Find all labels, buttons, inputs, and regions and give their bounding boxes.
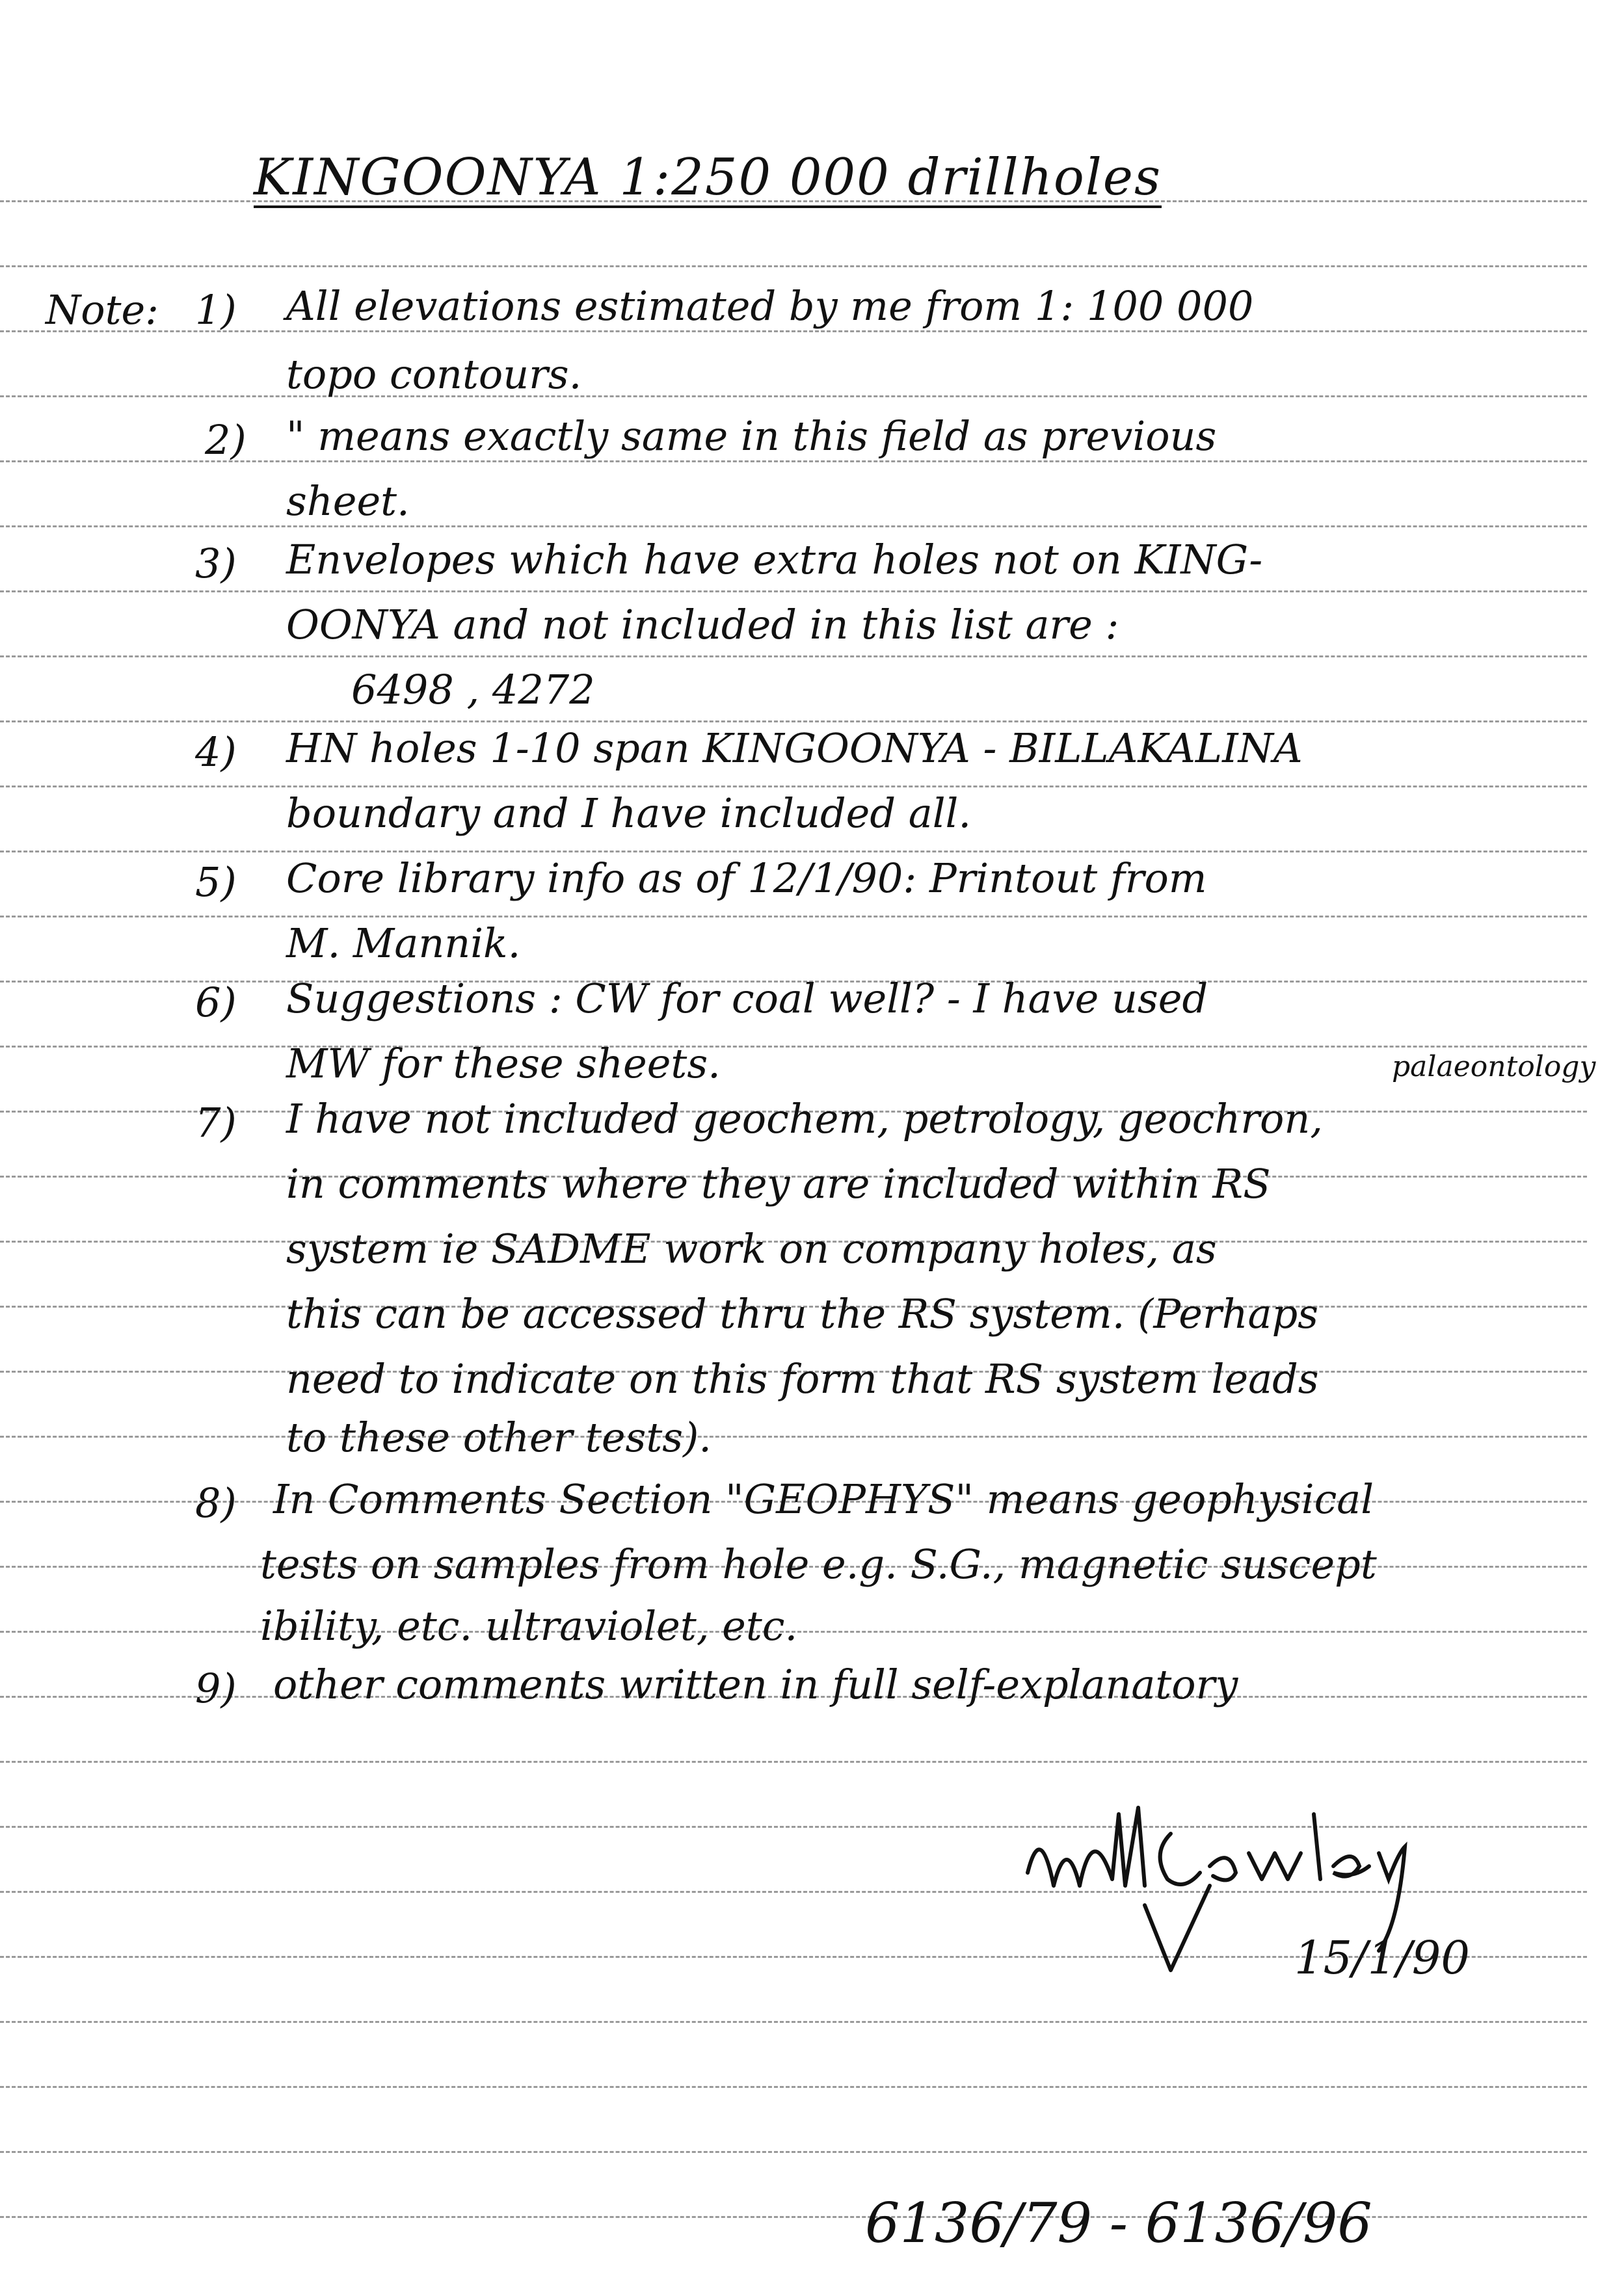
note-5-line-1: Core library info as of 12/1/90: Printout from bbox=[286, 854, 1207, 902]
note-1-line-2: topo contours. bbox=[286, 350, 582, 398]
note-4-line-2: boundary and I have included all. bbox=[286, 789, 972, 837]
ruled-line bbox=[0, 785, 1587, 787]
note-7-line-2: in comments where they are included within RS bbox=[286, 1160, 1271, 1207]
note-3-number: 3) bbox=[195, 540, 237, 587]
signature-date: 15/1/90 bbox=[1294, 1931, 1470, 1985]
note-8-line-1: In Comments Section "GEOPHYS" means geophysical bbox=[273, 1475, 1374, 1523]
note-4-number: 4) bbox=[195, 728, 237, 776]
note-2-number: 2) bbox=[205, 416, 247, 464]
note-7-line-3: system ie SADME work on company holes, as bbox=[286, 1225, 1217, 1273]
note-2-line-2: sheet. bbox=[286, 477, 410, 525]
note-3-line-2: OONYA and not included in this list are : bbox=[286, 601, 1119, 648]
note-4-line-1: HN holes 1-10 span KINGOONYA - BILLAKALINA bbox=[286, 724, 1303, 772]
note-5-number: 5) bbox=[195, 858, 237, 906]
ruled-line bbox=[0, 851, 1587, 852]
page-title bbox=[254, 148, 1162, 207]
ruled-line bbox=[0, 395, 1587, 397]
note-7-line-4: this can be accessed thru the RS system. (Perhaps bbox=[286, 1290, 1318, 1338]
note-6-line-2: MW for these sheets. bbox=[286, 1040, 721, 1087]
note-7-number: 7) bbox=[195, 1099, 237, 1146]
page-title-text: KINGOONYA 1:250 000 drillholes bbox=[254, 148, 1162, 207]
ruled-line bbox=[0, 655, 1587, 657]
ruled-line bbox=[0, 916, 1587, 917]
note-8-number: 8) bbox=[195, 1479, 237, 1527]
note-3-line-1: Envelopes which have extra holes not on KING- bbox=[286, 536, 1263, 583]
title-underline bbox=[254, 205, 1162, 208]
ruled-line bbox=[0, 590, 1587, 592]
footer-reference: 6136/79 - 6136/96 bbox=[865, 2191, 1372, 2255]
note-7-insert-above: palaeontology bbox=[1392, 1050, 1596, 1083]
ruled-line bbox=[0, 525, 1587, 527]
ruled-line bbox=[0, 1761, 1587, 1763]
ruled-line bbox=[0, 1046, 1587, 1048]
note-2-line-1: " means exactly same in this field as previous bbox=[286, 412, 1217, 460]
note-7-line-5: need to indicate on this form that RS system leads bbox=[286, 1355, 1319, 1403]
ruled-line bbox=[0, 330, 1587, 332]
note-7-line-6: to these other tests). bbox=[286, 1414, 712, 1461]
note-7-line-1: I have not included geochem, petrology, geochron, bbox=[286, 1095, 1323, 1142]
note-9-line-1: other comments written in full self-explanatory bbox=[273, 1661, 1238, 1708]
note-5-line-2: M. Mannik. bbox=[286, 919, 521, 967]
note-3-line-3: 6498 , 4272 bbox=[351, 666, 595, 713]
ruled-line bbox=[0, 265, 1587, 267]
note-1-number: 1) bbox=[195, 286, 237, 334]
note-1-line-1: All elevations estimated by me from 1: 100 000 bbox=[286, 282, 1254, 330]
note-8-line-3: ibility, etc. ultraviolet, etc. bbox=[260, 1602, 798, 1650]
note-9-number: 9) bbox=[195, 1665, 237, 1712]
note-8-line-2: tests on samples from hole e.g. S.G., magnetic suscept bbox=[260, 1540, 1377, 1588]
ruled-line bbox=[0, 1436, 1587, 1438]
note-6-number: 6) bbox=[195, 979, 237, 1026]
ruled-line bbox=[0, 2151, 1587, 2153]
ruled-line bbox=[0, 720, 1587, 722]
note-label: Note: bbox=[46, 286, 159, 334]
note-6-line-1: Suggestions : CW for coal well? - I have used bbox=[286, 975, 1208, 1022]
